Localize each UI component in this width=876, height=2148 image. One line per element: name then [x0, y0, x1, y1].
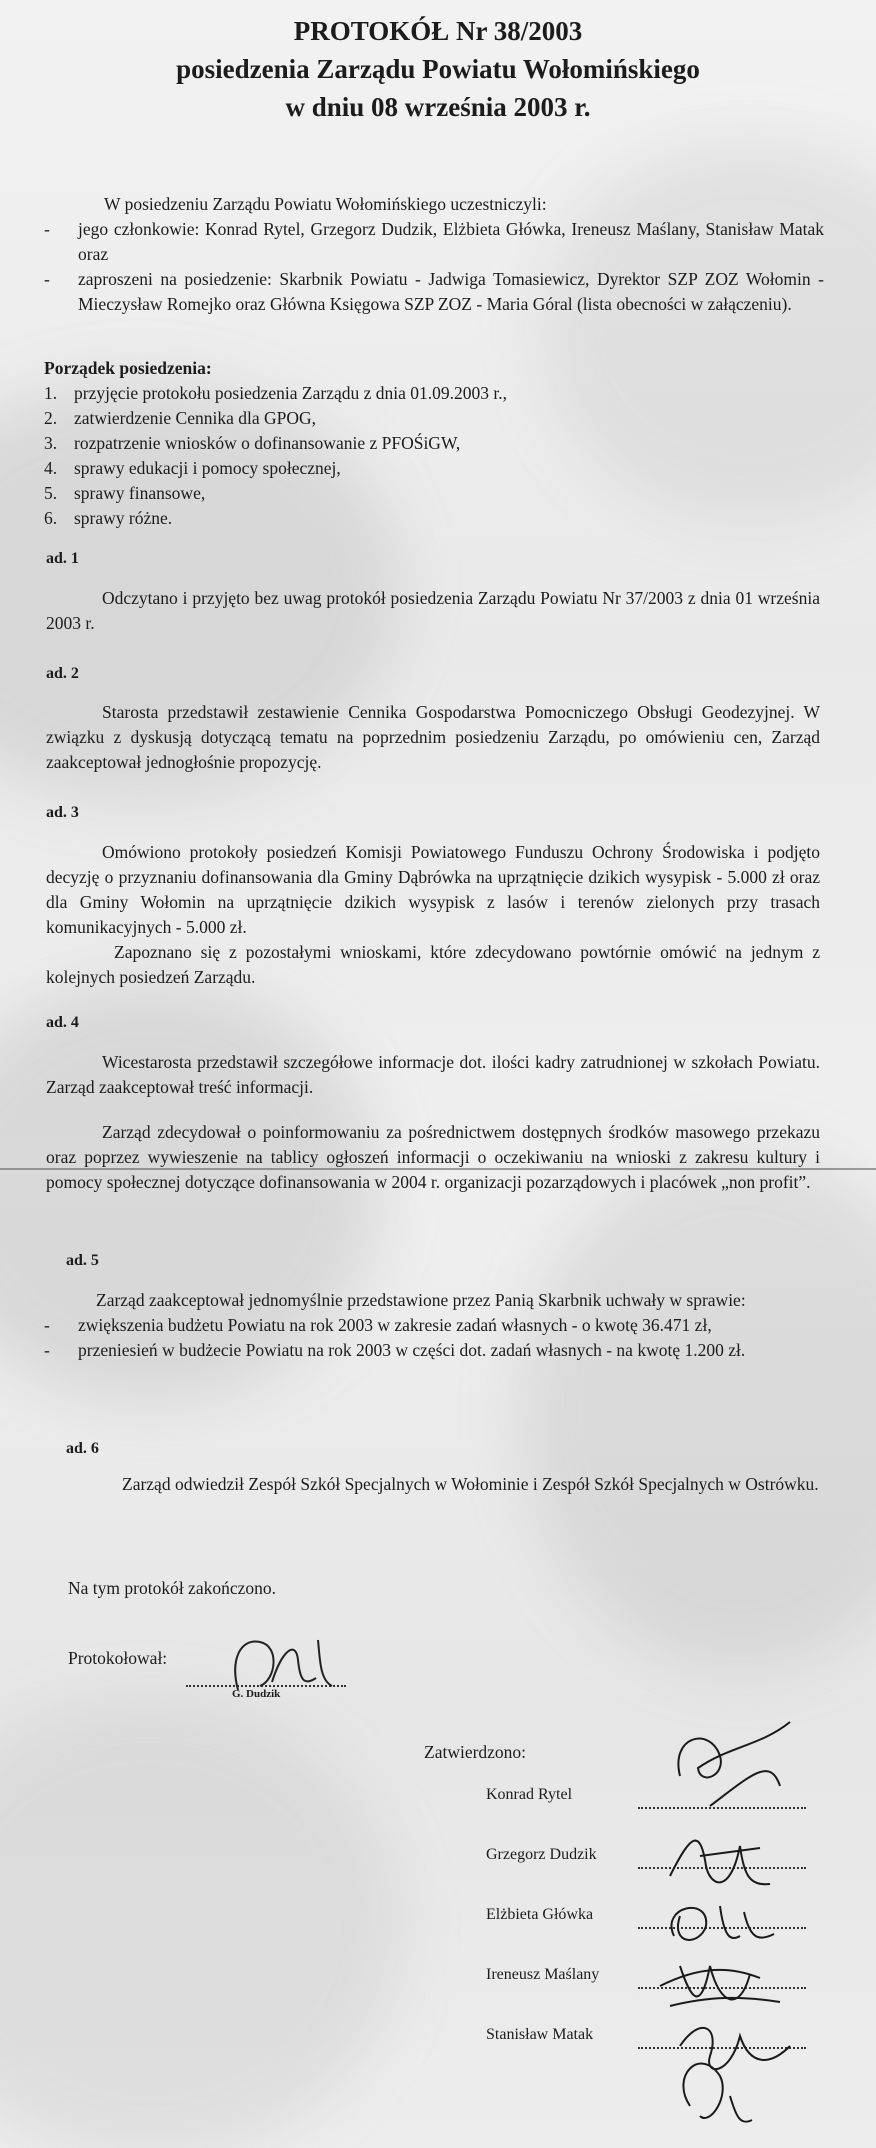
agenda-item-num: 5.: [44, 483, 58, 503]
approval-signer: Grzegorz Dudzik: [486, 1846, 597, 1863]
attendance-guests: - zaproszeni na posiedzenie: Skarbnik Powiatu - Jadwiga Tomasiewicz, Dyrektor SZP ZOZ Wołomin - Mieczysław Romejko oraz Główna Księgowa SZP ZOZ - Maria Góral (lista obecności w załączeniu).: [44, 267, 824, 317]
approval-label: Zatwierdzono:: [424, 1742, 527, 1762]
agenda-item: [44, 381, 824, 406]
attendance-members-text: jego członkowie: Konrad Rytel, Grzegorz Dudzik, Elżbieta Główka, Ireneusz Maślany, Stanisław Matak oraz: [78, 219, 824, 264]
section-ad6-text: Zarząd odwiedził Zespół Szkół Specjalnych w Wołominie i Zespół Szkół Specjalnych w Ostrówku.: [122, 1474, 819, 1494]
approval-signer: Stanisław Matak: [486, 2026, 594, 2043]
section-ad5-block: [44, 1288, 824, 1363]
section-ad5-text: Zarząd zaakceptował jednomyślnie przedstawione przez Panią Skarbnik uchwały w sprawie:: [96, 1290, 746, 1310]
section-ad5-bullet-1: - zwiększenia budżetu Powiatu na rok 2003 w zakresie zadań własnych - o kwotę 36.471 zł,: [44, 1313, 824, 1338]
closing-text: Na tym protokół zakończono.: [68, 1578, 277, 1598]
agenda-list: [44, 381, 824, 531]
attendance-block: [44, 192, 824, 317]
approval-signer: Elżbieta Główka: [486, 1906, 594, 1923]
agenda-item-num: 3.: [44, 433, 58, 453]
approval-signer: Konrad Rytel: [486, 1786, 573, 1803]
section-ad5-bullet-2-text: przeniesień w budżecie Powiatu na rok 2003 w części dot. zadań własnych - na kwotę 1.200 zł.: [78, 1340, 746, 1360]
section-ad5-bullet-2: - przeniesień w budżecie Powiatu na rok 2003 w części dot. zadań własnych - na kwotę 1.200 zł.: [44, 1338, 824, 1363]
section-ad1-heading: ad. 1: [46, 550, 79, 567]
attendance-members: - jego członkowie: Konrad Rytel, Grzegorz Dudzik, Elżbieta Główka, Ireneusz Maślany, Stanisław Matak oraz: [44, 217, 824, 267]
agenda-item-num: 6.: [44, 508, 58, 528]
section-ad3-text-2: Zapoznano się z pozostałymi wnioskami, które zdecydowano powtórnie omówić na jednym z kolejnych posiedzeń Zarządu.: [46, 942, 820, 987]
agenda-item: [44, 506, 824, 531]
section-ad1-text: Odczytano i przyjęto bez uwag protokół posiedzenia Zarządu Powiatu Nr 37/2003 z dnia 01 września 2003 r.: [46, 588, 820, 633]
agenda-item-text: sprawy edukacji i pomocy społecznej,: [74, 458, 341, 478]
agenda-item-text: sprawy finansowe,: [74, 483, 206, 503]
section-ad4-heading: ad. 4: [46, 1014, 79, 1031]
section-ad6-heading: ad. 6: [66, 1440, 99, 1457]
protocol-name: G. Dudzik: [232, 1688, 281, 1700]
title-line-2: posiedzenia Zarządu Powiatu Wołomińskiego: [176, 54, 700, 84]
agenda-item-text: rozpatrzenie wniosków o dofinansowanie z PFOŚiGW,: [74, 433, 461, 453]
title-line-1: PROTOKÓŁ Nr 38/2003: [293, 16, 583, 46]
attendance-guests-text: zaproszeni na posiedzenie: Skarbnik Powiatu - Jadwiga Tomasiewicz, Dyrektor SZP ZOZ Wołomin - Mieczysław Romejko oraz Główna Księgowa SZP ZOZ - Maria Góral (lista obecności w załączeniu).: [78, 269, 824, 314]
agenda-item-text: zatwierdzenie Cennika dla GPOG,: [74, 408, 317, 428]
agenda-block: [44, 356, 824, 531]
approval-signer: Ireneusz Maślany: [486, 1966, 600, 1983]
agenda-item-text: przyjęcie protokołu posiedzenia Zarządu z dnia 01.09.2003 r.,: [74, 383, 507, 403]
section-ad3-heading: ad. 3: [46, 804, 79, 821]
section-ad2-text: Starosta przedstawił zestawienie Cennika Gospodarstwa Pomocniczego Obsługi Geodezyjnej. W związku z dyskusją dotyczącą tematu na poprzednim posiedzeniu Zarządu, po omówieniu cen, Zarząd zaakceptował jednogłośnie propozycję.: [46, 702, 820, 772]
protocol-signature-scribble: [220, 1620, 350, 1700]
agenda-item-text: sprawy różne.: [74, 508, 173, 528]
section-ad4-text-2: Zarząd zdecydował o poinformowaniu za pośrednictwem dostępnych środków masowego przekazu oraz poprzez wywieszenie na tablicy ogłoszeń informacji o oczekiwaniu na wnioski z zakresu kultury i pomocy społecznej dotyczące dofinansowania w 2004 r. organizacji pozarządowych i placówek „non profit”.: [46, 1122, 820, 1192]
protocol-label: Protokołował:: [68, 1648, 168, 1668]
fold-line: [0, 1168, 876, 1170]
agenda-item-num: 4.: [44, 458, 58, 478]
section-ad5-heading: ad. 5: [66, 1252, 99, 1269]
agenda-item-num: 2.: [44, 408, 58, 428]
section-ad4-text-1: Wicestarosta przedstawił szczegółowe informacje dot. ilości kadry zatrudnionej w szkołach Powiatu. Zarząd zaakceptował treść informacji.: [46, 1052, 820, 1097]
title-line-3: w dniu 08 września 2003 r.: [285, 92, 591, 122]
agenda-item: [44, 431, 824, 456]
agenda-heading: Porządek posiedzenia:: [44, 358, 212, 378]
approval-signatures-scribble: [640, 1716, 820, 2136]
agenda-item: [44, 406, 824, 431]
attendance-intro: W posiedzeniu Zarządu Powiatu Wołomińskiego uczestniczyli:: [104, 194, 547, 214]
section-ad5-bullet-1-text: zwiększenia budżetu Powiatu na rok 2003 w zakresie zadań własnych - o kwotę 36.471 zł,: [78, 1315, 712, 1335]
section-ad3-text-1: Omówiono protokoły posiedzeń Komisji Powiatowego Funduszu Ochrony Środowiska i podjęto decyzję o przyznaniu dofinansowania dla Gminy Dąbrówka na uprzątnięcie dzikich wysypisk - 5.000 zł oraz dla Gminy Wołomin na uprzątnięcie dzikich wysypisk z lasów i terenów zielonych przy trasach komunikacyjnych - 5.000 zł.: [46, 842, 820, 937]
agenda-item: [44, 456, 824, 481]
agenda-item: [44, 481, 824, 506]
section-ad2-heading: ad. 2: [46, 665, 79, 682]
agenda-item-num: 1.: [44, 383, 58, 403]
